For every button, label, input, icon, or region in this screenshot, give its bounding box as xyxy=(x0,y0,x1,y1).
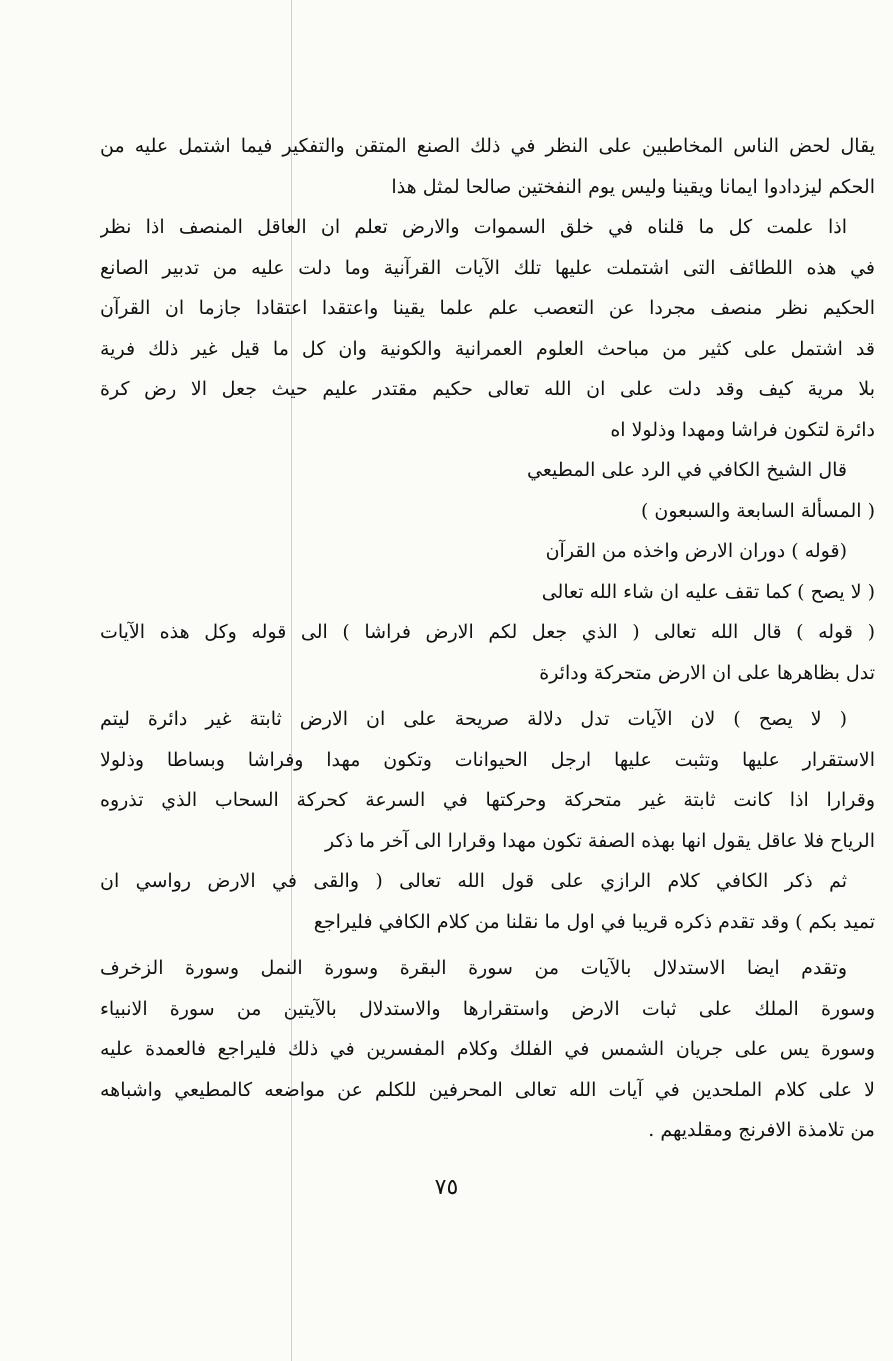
text-line: الرياح فلا عاقل يقول انها بهذه الصفة تكون مهدا وقرارا الى آخر ما ذكر xyxy=(325,829,875,852)
text-line: الاستقرار عليها وتثبت عليها ارجل الحيوانات وتكون مهدا وفراشا وبساطا وذلولا xyxy=(100,748,875,771)
text-line: اذا علمت كل ما قلناه في خلق السموات والارض تعلم ان العاقل المنصف اذا نظر xyxy=(100,216,847,238)
text-line: ( قوله ) قال الله تعالى ( الذي جعل لكم الارض فراشا ) الى قوله وكل هذه الآيات xyxy=(100,621,875,643)
text-line: ( لا يصح ) لان الآيات تدل دلالة صريحة على ان الارض ثابتة غير دائرة ليتم xyxy=(100,708,847,730)
text-line: بلا مرية كيف وقد دلت على ان الله تعالى حكيم مقتدر عليم حيث جعل الا رض كرة xyxy=(100,378,875,400)
text-line: وسورة الملك على ثبات الارض واستقرارها والاستدلال بالآيتين من سورة الانبياء xyxy=(100,997,875,1020)
text-line: يقال لحض الناس المخاطبين على النظر في ذلك الصنع المتقن والتفكير فيما اشتمل عليه من xyxy=(100,135,875,157)
text-line: ( المسألة السابعة والسبعون ) xyxy=(640,499,875,522)
text-line: قال الشيخ الكافي في الرد على المطيعي xyxy=(527,459,847,481)
page-text-block xyxy=(100,126,875,1151)
text-line: ( لا يصح ) كما تقف عليه ان شاء الله تعالى xyxy=(541,580,875,603)
text-line: لا على كلام الملحدين في آيات الله تعالى المحرفين للكلم عن مواضعه كالمطيعي واشباهه xyxy=(100,1078,875,1101)
text-line: وسورة يس على جريان الشمس في الفلك وكلام المفسرين في ذلك فليراجع فالعمدة عليه xyxy=(100,1038,875,1060)
text-line: الحكيم نظر منصف مجردا عن التعصب علم علما يقينا واعتقدا اعتقادا جازما ان القرآن xyxy=(100,297,875,319)
page-number: ٧٥ xyxy=(434,1175,459,1200)
text-line: تدل بظاهرها على ان الارض متحركة ودائرة xyxy=(539,661,875,684)
text-line: قد اشتمل على كثير من مباحث العلوم العمرانية والكونية وان كل ما قيل غير ذلك فرية xyxy=(100,337,875,360)
text-line: وقرارا اذا كانت ثابتة غير متحركة وحركتها في السرعة كحركة السحاب الذي تذروه xyxy=(100,789,875,811)
text-line: ثم ذكر الكافي كلام الرازي على قول الله تعالى ( والقى في الارض رواسي ان xyxy=(100,870,847,892)
text-line: في هذه اللطائف التى اشتملت عليها تلك الآيات القرآنية وما دلت عليه من تدبير الصانع xyxy=(100,256,875,279)
text-line: (قوله ) دوران الارض واخذه من القرآن xyxy=(545,540,847,562)
text-line: من تلامذة الافرنج ومقلديهم . xyxy=(648,1119,875,1141)
text-line: دائرة لتكون فراشا ومهدا وذلولا اه xyxy=(610,418,875,441)
text-line: وتقدم ايضا الاستدلال بالآيات من سورة البقرة وسورة النمل وسورة الزخرف xyxy=(100,957,847,979)
text-line: الحكم ليزدادوا ايمانا ويقينا وليس يوم النفختين صالحا لمثل هذا xyxy=(391,175,875,198)
text-line: تميد بكم ) وقد تقدم ذكره قريبا في اول ما نقلنا من كلام الكافي فليراجع xyxy=(313,910,875,933)
